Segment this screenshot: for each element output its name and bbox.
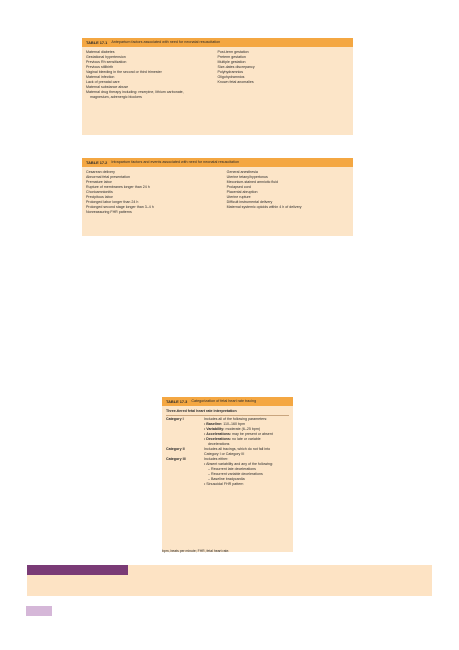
category-intro: Category I or Category III [204, 452, 245, 456]
criterion-text: no late or variable [232, 437, 261, 441]
list-item: Preterm gestation [217, 55, 246, 59]
criterion-label: Baseline: [206, 422, 223, 426]
criterion-label: Accelerations: [206, 432, 232, 436]
list-item: Maternal diabetes [86, 50, 115, 54]
table-17-1 [82, 38, 353, 135]
table-header [162, 397, 293, 406]
table-17-2 [82, 158, 353, 236]
table-header [82, 158, 353, 167]
list-item: Nonreassuring FHR patterns [86, 210, 132, 214]
list-item: Uterine tetany/hypertonus [226, 175, 268, 179]
table-17-3 [162, 397, 293, 552]
table-subtitle: Three-tiered fetal heart rate interpretation [166, 409, 289, 416]
list-item: Prolonged second stage longer than 3–4 h [86, 205, 154, 209]
criterion: • Absent variability and any of the following: [204, 462, 289, 467]
list-item: Prolapsed cord [226, 185, 251, 189]
table-number: TABLE 17.3 [166, 399, 188, 404]
category-label: Category III [166, 457, 186, 461]
list-item: Oligohydramnios [217, 75, 245, 79]
table-left-column [86, 170, 227, 233]
list-item: Multiple gestation [217, 60, 246, 64]
page-corner-marker [26, 606, 52, 616]
list-item: Polyhydramnios [217, 70, 244, 74]
list-item: Rupture of membranes longer than 24 h [86, 185, 150, 189]
table-title: Categorization of fetal heart rate tracing [191, 399, 257, 403]
list-item: magnesium, adrenergic blockers [90, 95, 142, 99]
list-item: Premature labor [86, 180, 112, 184]
list-item: Maternal systemic opioids within 4 h of delivery [226, 205, 302, 209]
sub-criterion: – Recurrent late decelerations [204, 467, 289, 472]
table-number: TABLE 17.2 [86, 160, 108, 165]
table-row [166, 457, 289, 487]
table-title: Antepartum factors associated with need for neonatal resuscitation [111, 40, 221, 44]
criterion: • Sinusoidal FHR pattern [204, 482, 289, 487]
table-body [82, 47, 353, 135]
criterion-text: may be present or absent [232, 432, 273, 436]
list-item: Abnormal fetal presentation [86, 175, 130, 179]
table-body [82, 167, 353, 236]
list-item: Maternal drug therapy including: reserpine, lithium carbonate, [86, 90, 184, 94]
list-item: Previous Rh sensitization [86, 60, 127, 64]
table-left-column [86, 50, 218, 132]
table-right-column [218, 50, 350, 132]
table-number: TABLE 17.1 [86, 40, 108, 45]
list-item: Placental abruption [226, 190, 258, 194]
table-header [82, 38, 353, 47]
list-item: Known fetal anomalies [217, 80, 254, 84]
list-item: Chorioamnionitis [86, 190, 113, 194]
category-label: Category II [166, 447, 185, 451]
list-item: Vaginal bleeding in the second or third trimester [86, 70, 162, 74]
list-item: Gestational hypertension [86, 55, 126, 59]
category-description [204, 457, 289, 487]
sub-criterion: – Recurrent variable decelerations [204, 472, 289, 477]
criterion-text: 110–160 bpm [223, 422, 245, 426]
sub-criterion: – Baseline bradycardia [204, 477, 289, 482]
list-item: Previous stillbirth [86, 65, 114, 69]
list-item: Uterine rupture [226, 195, 251, 199]
criterion-label: Variability: [206, 427, 225, 431]
category-description [204, 447, 289, 457]
table-right-column [227, 170, 349, 233]
list-item: Size-dates discrepancy [217, 65, 255, 69]
list-item: General anesthesia [226, 170, 258, 174]
table-title: Intrapartum factors and events associated with need for neonatal resuscitation [111, 160, 240, 164]
list-item: Post-term gestation [217, 50, 249, 54]
category-intro: Includes either: [204, 457, 229, 461]
list-item: Lack of prenatal care [86, 80, 120, 84]
table-row [166, 447, 289, 457]
category-description [204, 417, 289, 447]
table-footnote: bpm, beats per minute; FHR, fetal heart rate. [162, 549, 230, 553]
table-body [162, 406, 293, 552]
list-item: Meconium-stained amniotic fluid [226, 180, 279, 184]
table-row [166, 417, 289, 447]
list-item: Maternal infection [86, 75, 115, 79]
criterion-text: decelerations [208, 442, 230, 446]
callout-label-tab [27, 565, 128, 575]
category-intro: Includes all tracings, which do not fall into [204, 447, 271, 451]
category-intro: Includes all of the following parameters: [204, 417, 268, 421]
list-item: Precipitous labor [86, 195, 113, 199]
list-item: Prolonged labor longer than 24 h [86, 200, 139, 204]
category-label: Category I [166, 417, 184, 421]
list-item: Maternal substance abuse [86, 85, 129, 89]
list-item: Cesarean delivery [86, 170, 115, 174]
criterion-text: moderate (6–25 bpm) [225, 427, 261, 431]
criterion-label: Decelerations: [206, 437, 232, 441]
list-item: Difficult instrumental delivery [226, 200, 273, 204]
